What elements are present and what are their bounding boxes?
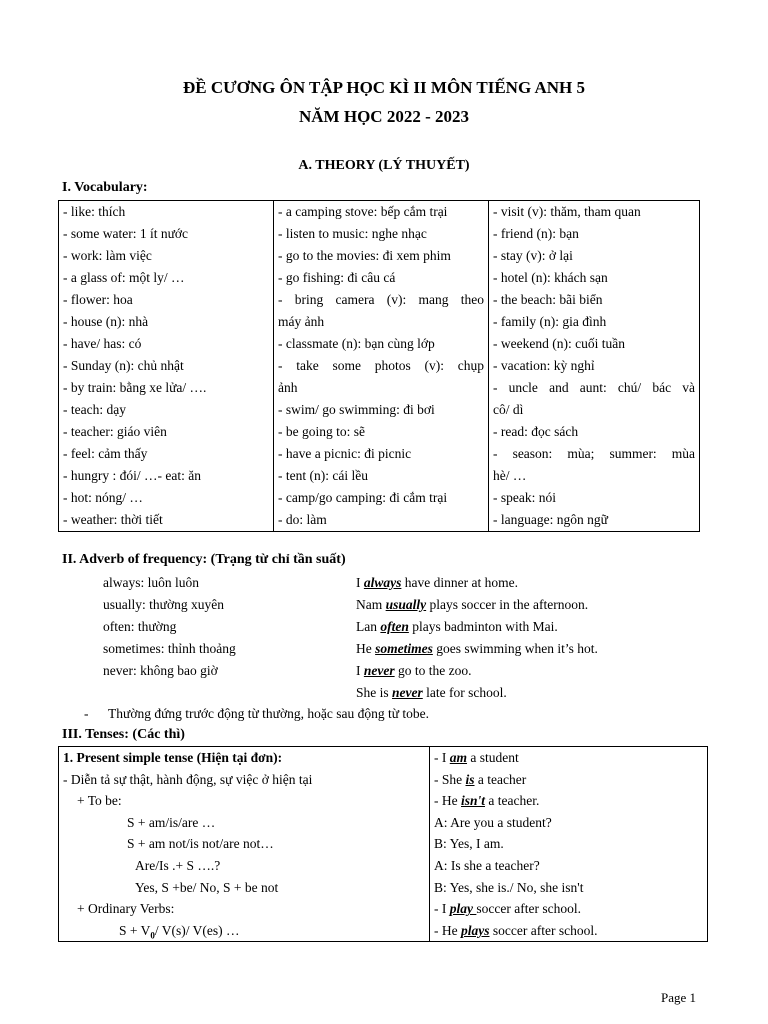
verb-highlight: am [449,750,468,765]
tense-formula [63,920,425,942]
example-text: A: Are you a student? [434,814,552,830]
tense-line: S + am not/is not/are not… [127,836,274,852]
vocab-item: - have/ has: có [63,336,142,351]
vocab-item: - language: ngôn ngữ [493,512,608,527]
tense-examples-cell [430,747,708,942]
vocab-item: - by train: bằng xe lửa/ …. [63,380,207,395]
vocab-item: - go fishing: đi câu cá [278,270,396,285]
tenses-heading: III. Tenses: (Các thì) [62,727,185,742]
tense-line: Yes, S +be/ No, S + be not [135,879,279,895]
vocab-item: - friend (n): bạn [493,226,579,241]
example-text: goes swimming when it’s hot. [432,641,598,656]
vocab-item: - be going to: sẽ [278,424,365,439]
vocab-item: - some water: 1 ít nước [63,226,189,241]
example-text: plays soccer in the afternoon. [426,597,589,612]
adverb-highlight: sometimes [375,641,433,656]
vocab-item: - a glass of: một ly/ … [63,270,185,285]
example-text: late for school. [422,685,507,700]
example-text: B: Yes, I am. [434,836,504,852]
vocab-item: - weekend (n): cuối tuần [493,336,625,351]
example-text: - I [434,750,450,765]
tense-example [434,812,703,834]
tense-example [434,769,703,791]
adverb-example [356,572,518,594]
example-text: I [356,575,364,590]
vocab-item: - Sunday (n): chủ nhật [63,358,184,373]
example-text: I [356,663,364,678]
adverb-example [356,682,507,704]
vocab-item: - house (n): nhà [63,314,149,329]
example-text: B: Yes, she is./ No, she isn't [434,879,584,895]
example-text: go to the zoo. [394,663,472,678]
vocabulary-heading: I. Vocabulary: [62,180,148,195]
example-text: a student [467,750,519,765]
example-text: - He [434,922,461,938]
vocab-item: - read: đọc sách [493,424,579,439]
vocab-item: - the beach: bãi biển [493,292,603,307]
adverb-term: always: luôn luôn [103,575,199,590]
example-text: soccer after school. [476,901,581,917]
vocab-item: hè/ … [493,468,527,483]
vocab-item: - tent (n): cái lều [278,468,368,483]
section-a-heading: A. THEORY (LÝ THUYẾT) [298,158,470,173]
vocab-item: - listen to music: nghe nhạc [278,226,427,241]
tense-line: S + am/is/are … [127,814,216,830]
vocab-item: - take some photos (v): chụp [278,358,484,373]
tense-explanation-cell [59,747,430,942]
adverb-highlight: never [392,685,423,700]
vocab-item: - like: thích [63,204,126,219]
vocab-item: - teacher: giáo viên [63,424,167,439]
vocab-item: - go to the movies: đi xem phim [278,248,451,263]
example-text: - He [434,793,461,809]
bullet-dash: - [84,706,89,721]
adverb-heading: II. Adverb of frequency: (Trạng từ chỉ tần suất) [62,552,346,567]
vocab-item: - vacation: kỳ nghỉ [493,358,595,373]
verb-highlight: isn't [461,793,486,809]
adverb-example [356,660,472,682]
adverb-note [84,705,429,723]
verb-highlight: is [465,771,475,787]
vocab-item: - camp/go camping: đi cắm trại [278,490,448,505]
example-text: soccer after school. [489,922,598,938]
example-text: - I [434,901,450,917]
example-text: She is [356,685,393,700]
vocab-item: - speak: nói [493,490,556,505]
vocab-item: - teach: dạy [63,402,126,417]
document-title-line2: NĂM HỌC 2022 - 2023 [299,107,469,126]
vocab-item: - uncle and aunt: chú/ bác và [493,380,695,395]
example-text: a teacher [474,771,527,787]
adverb-term: never: không bao giờ [103,663,218,678]
document-title-line1: ĐỀ CƯƠNG ÔN TẬP HỌC KÌ II MÔN TIẾNG ANH 5 [182,78,586,97]
tenses-table [58,746,708,942]
adverb-highlight: never [363,663,395,678]
example-text: Nam [356,597,386,612]
example-text: Lan [356,619,381,634]
vocab-item: - flower: hoa [63,292,133,307]
example-text: plays badminton with Mai. [408,619,558,634]
vocabulary-table [58,200,700,532]
vocab-column-3 [489,201,700,532]
adverb-term: often: thường [103,619,177,634]
tense-line: + To be: [77,793,122,809]
vocab-item: ảnh [278,380,298,395]
formula-text: / V(s)/ V(es) … [154,922,240,938]
tense-example [434,833,703,855]
tense-line: - Diễn tả sự thật, hành động, sự việc ở hiện tại [63,771,313,787]
tense-line: + Ordinary Verbs: [77,901,175,917]
vocab-item: - swim/ go swimming: đi bơi [278,402,435,417]
vocab-column-2 [274,201,489,532]
tense-line: Are/Is .+ S ….? [135,857,221,873]
tense-example [434,898,703,920]
adverb-example [356,594,588,616]
adverb-example [356,616,558,638]
formula-text: S + V [119,922,151,938]
adverb-note-text: Thường đứng trước động từ thường, hoặc sau động từ tobe. [108,706,430,721]
example-text: - She [434,771,466,787]
page-number: Page 1 [660,990,696,1005]
example-text: He [356,641,376,656]
vocab-item: - weather: thời tiết [63,512,163,527]
vocab-item: - hotel (n): khách sạn [493,270,608,285]
verb-highlight: plays [461,922,490,938]
vocab-item: máy ảnh [278,314,325,329]
vocab-item: - work: làm việc [63,248,152,263]
adverb-highlight: always [363,575,402,590]
vocab-item: - do: làm [278,512,327,527]
vocab-item: - a camping stove: bếp cắm trại [278,204,448,219]
adverb-term: usually: thường xuyên [103,597,224,612]
example-text: A: Is she a teacher? [434,857,540,873]
tense-example [434,790,703,812]
adverb-example [356,638,598,660]
vocab-item: - season: mùa; summer: mùa [493,446,695,461]
verb-highlight: play [449,901,477,917]
tense-example [434,747,703,769]
vocab-item: - classmate (n): bạn cùng lớp [278,336,435,351]
tense-example [434,877,703,899]
adverb-highlight: often [380,619,409,634]
vocab-column-1 [59,201,274,532]
vocab-item: - feel: cảm thấy [63,446,148,461]
vocab-item: - bring camera (v): mang theo [278,292,484,307]
tense-example [434,920,703,942]
vocab-item: cô/ dì [493,402,524,417]
vocab-item: - family (n): gia đình [493,314,607,329]
adverb-highlight: usually [385,597,427,612]
example-text: have dinner at home. [401,575,518,590]
adverb-term: sometimes: thỉnh thoảng [103,641,236,656]
vocab-item: - visit (v): thăm, tham quan [493,204,641,219]
tense-title: 1. Present simple tense (Hiện tại đơn): [63,750,283,765]
example-text: a teacher. [485,793,540,809]
vocab-item: - hot: nóng/ … [63,490,143,505]
tense-example [434,855,703,877]
formula-subscript: 0 [150,930,155,941]
vocab-item: - stay (v): ở lại [493,248,573,263]
vocab-item: - hungry : đói/ …- eat: ăn [63,468,201,483]
vocab-item: - have a picnic: đi picnic [278,446,412,461]
